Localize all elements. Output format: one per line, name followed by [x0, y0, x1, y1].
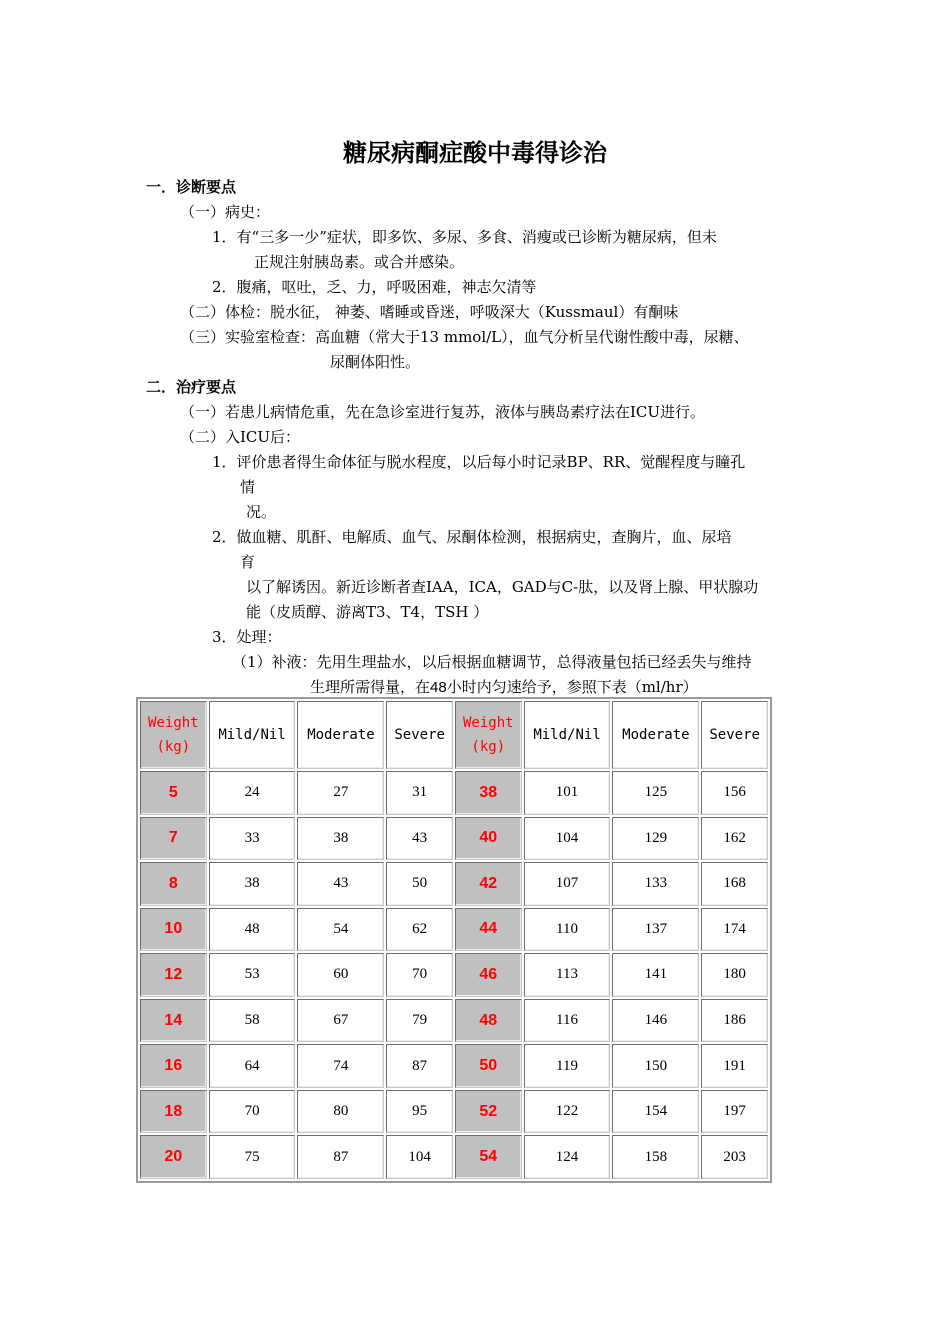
severe-cell: 186	[701, 999, 768, 1043]
table-row	[140, 999, 768, 1043]
weight-cell: 54	[455, 1135, 522, 1179]
weight-cell: 42	[455, 862, 522, 906]
severe-cell: 87	[386, 1044, 453, 1088]
weight-cell: 20	[140, 1135, 207, 1179]
mild-cell: 110	[524, 908, 611, 952]
weight-cell: 14	[140, 999, 207, 1043]
severe-cell: 162	[701, 817, 768, 861]
severe-cell: 197	[701, 1090, 768, 1134]
mild-cell: 122	[524, 1090, 611, 1134]
severe-cell: 50	[386, 862, 453, 906]
mild-cell: 101	[524, 771, 611, 815]
weight-cell: 50	[455, 1044, 522, 1088]
mild-cell: 38	[209, 862, 296, 906]
lab-tests-continued: 尿酮体阳性。	[330, 353, 421, 371]
moderate-cell: 150	[612, 1044, 699, 1088]
table-row	[140, 1044, 768, 1088]
step-1-continued: 况。	[246, 503, 277, 521]
moderate-cell: 80	[297, 1090, 384, 1134]
fluid-text-pre: 生理所需得量，在	[310, 678, 431, 696]
moderate-cell: 133	[612, 862, 699, 906]
step-1: 1．评价患者得生命体征与脱水程度，以后每小时记录BP、RR、觉醒程度与瞳孔	[212, 453, 746, 471]
step-2-continued: 以了解诱因。新近诊断者查IAA，ICA，GAD与C-肽，以及肾上腺、甲状腺功	[246, 578, 759, 596]
severe-cell: 203	[701, 1135, 768, 1179]
moderate-cell: 60	[297, 953, 384, 997]
mild-cell: 107	[524, 862, 611, 906]
mild-cell: 116	[524, 999, 611, 1043]
mild-cell: 124	[524, 1135, 611, 1179]
table-row	[140, 862, 768, 906]
table-header-row	[140, 701, 768, 769]
table-row	[140, 953, 768, 997]
severe-cell: 95	[386, 1090, 453, 1134]
fluid-rate-table	[136, 697, 772, 1183]
weight-cell: 5	[140, 771, 207, 815]
severe-cell: 62	[386, 908, 453, 952]
severe-cell: 70	[386, 953, 453, 997]
treatment-item-1: （一）若患儿病情危重，先在急诊室进行复苏，液体与胰岛素疗法在ICU进行。	[180, 403, 706, 421]
header-mild-left: Mild/Nil	[209, 701, 296, 769]
moderate-cell: 146	[612, 999, 699, 1043]
table-row	[140, 771, 768, 815]
section-heading-diagnosis: 一．诊断要点	[146, 178, 237, 196]
history-item-1: 1．有“三多一少”症状，即多饮、多尿、多食、消瘦或已诊断为糖尿病，但未	[212, 228, 717, 246]
history-item-2: 2．腹痛，呕吐，乏、力，呼吸困难，神志欠清等	[212, 278, 537, 296]
lab-tests: （三）实验室检查：高血糖（常大于13 mmol/L），血气分析呈代谢性酸中毒，尿糖、	[180, 328, 749, 346]
weight-cell: 46	[455, 953, 522, 997]
moderate-cell: 141	[612, 953, 699, 997]
severe-cell: 79	[386, 999, 453, 1043]
fluid-hours: 48	[430, 679, 447, 696]
weight-cell: 52	[455, 1090, 522, 1134]
moderate-cell: 54	[297, 908, 384, 952]
moderate-cell: 87	[297, 1135, 384, 1179]
table-row	[140, 1090, 768, 1134]
step-1-wrap: 情	[240, 478, 256, 496]
severe-cell: 156	[701, 771, 768, 815]
step-3: 3．处理：	[212, 628, 282, 646]
severe-cell: 191	[701, 1044, 768, 1088]
mild-cell: 119	[524, 1044, 611, 1088]
mild-cell: 58	[209, 999, 296, 1043]
moderate-cell: 125	[612, 771, 699, 815]
treatment-item-2: （二）入ICU后：	[180, 428, 301, 446]
moderate-cell: 74	[297, 1044, 384, 1088]
header-moderate-left: Moderate	[297, 701, 384, 769]
moderate-cell: 38	[297, 817, 384, 861]
moderate-cell: 67	[297, 999, 384, 1043]
moderate-cell: 43	[297, 862, 384, 906]
header-weight-right: Weight (kg)	[455, 701, 522, 769]
moderate-cell: 27	[297, 771, 384, 815]
moderate-cell: 137	[612, 908, 699, 952]
weight-cell: 8	[140, 862, 207, 906]
severe-cell: 31	[386, 771, 453, 815]
moderate-cell: 154	[612, 1090, 699, 1134]
mild-cell: 24	[209, 771, 296, 815]
step-2-continued-2: 能（皮质醇、游离T3、T4，TSH ）	[246, 603, 489, 621]
severe-cell: 43	[386, 817, 453, 861]
mild-cell: 64	[209, 1044, 296, 1088]
fluid-instruction-continued	[310, 677, 698, 698]
moderate-cell: 129	[612, 817, 699, 861]
page-title: 糖尿病酮症酸中毒得诊治	[343, 139, 607, 167]
mild-cell: 53	[209, 953, 296, 997]
mild-cell: 104	[524, 817, 611, 861]
mild-cell: 33	[209, 817, 296, 861]
section-heading-treatment: 二．治疗要点	[146, 378, 237, 396]
history-item-1-continued: 正规注射胰岛素。或合并感染。	[254, 253, 465, 271]
history-label: （一）病史：	[180, 203, 271, 221]
header-severe-right: Severe	[701, 701, 768, 769]
step-2-wrap: 育	[240, 553, 256, 571]
mild-cell: 70	[209, 1090, 296, 1134]
mild-cell: 75	[209, 1135, 296, 1179]
header-weight-left: Weight (kg)	[140, 701, 207, 769]
mild-cell: 48	[209, 908, 296, 952]
moderate-cell: 158	[612, 1135, 699, 1179]
weight-cell: 10	[140, 908, 207, 952]
weight-cell: 44	[455, 908, 522, 952]
weight-cell: 12	[140, 953, 207, 997]
table-row	[140, 817, 768, 861]
severe-cell: 168	[701, 862, 768, 906]
table-row	[140, 908, 768, 952]
header-moderate-right: Moderate	[612, 701, 699, 769]
weight-cell: 16	[140, 1044, 207, 1088]
weight-cell: 38	[455, 771, 522, 815]
mild-cell: 113	[524, 953, 611, 997]
fluid-text-post: 小时内匀速给予，参照下表（ml/hr）	[446, 678, 698, 696]
severe-cell: 174	[701, 908, 768, 952]
weight-cell: 18	[140, 1090, 207, 1134]
step-2: 2．做血糖、肌酐、电解质、血气、尿酮体检测，根据病史，查胸片，血、尿培	[212, 528, 732, 546]
physical-exam: （二）体检：脱水征， 神萎、嗜睡或昏迷，呼吸深大（Kussmaul）有酮味	[180, 303, 679, 321]
table-row	[140, 1135, 768, 1179]
fluid-instruction: （1）补液：先用生理盐水，以后根据血糖调节，总得液量包括已经丢失与维持	[232, 653, 752, 671]
weight-cell: 40	[455, 817, 522, 861]
header-severe-left: Severe	[386, 701, 453, 769]
header-mild-right: Mild/Nil	[524, 701, 611, 769]
weight-cell: 48	[455, 999, 522, 1043]
weight-cell: 7	[140, 817, 207, 861]
severe-cell: 104	[386, 1135, 453, 1179]
severe-cell: 180	[701, 953, 768, 997]
